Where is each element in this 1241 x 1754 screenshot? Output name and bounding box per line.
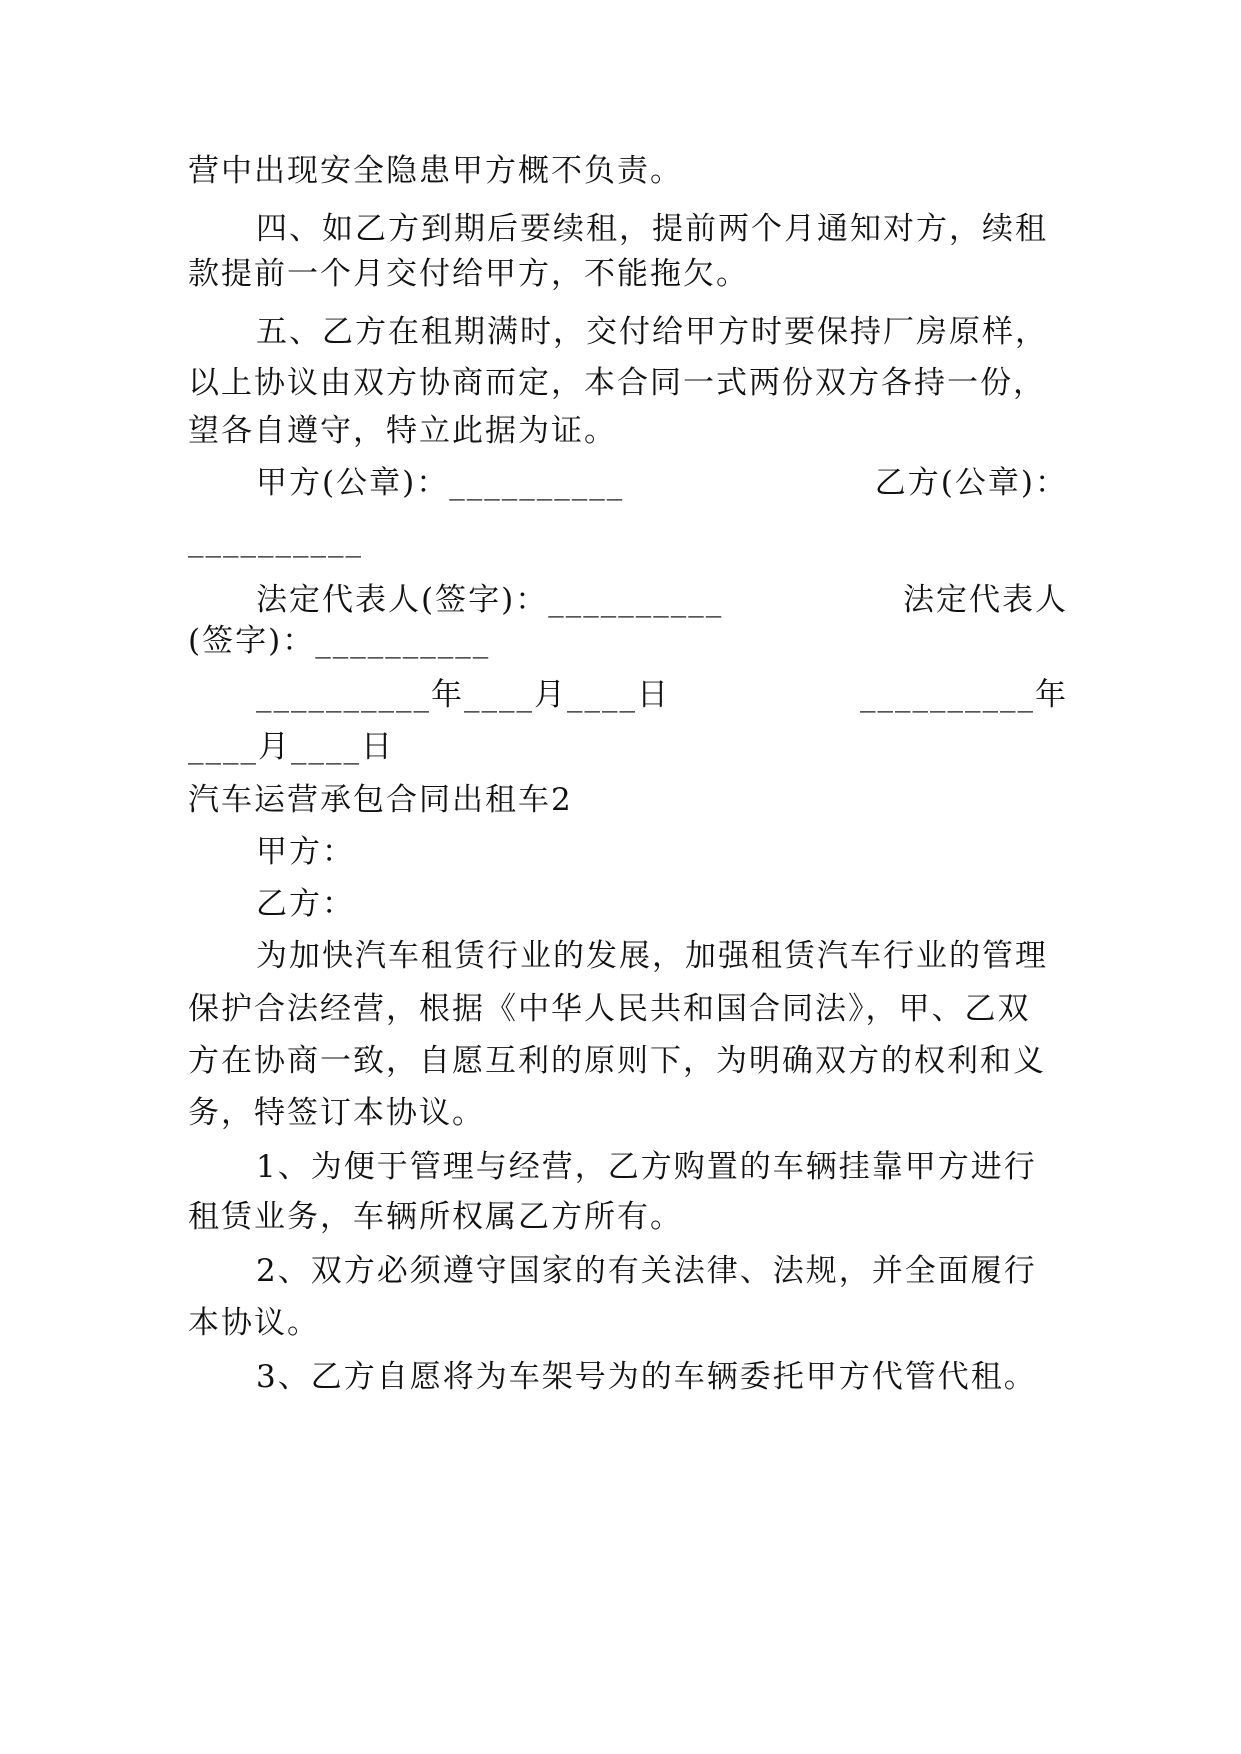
party-b-label: 乙方： [256, 886, 355, 922]
text-line: 租赁业务，车辆所权属乙方所有。 [188, 1199, 683, 1235]
legal-rep-b-blank: (签字)：__________ [188, 623, 491, 659]
text-line: 保护合法经营，根据《中华人民共和国合同法》，甲、乙双 [188, 991, 1031, 1027]
date-party-b-month-day: ____月____日 [188, 729, 394, 765]
text-line: 2、双方必须遵守国家的有关法律、法规，并全面履行 [256, 1253, 1037, 1289]
text-line: 为加快汽车租赁行业的发展，加强租赁汽车行业的管理 [256, 938, 1048, 974]
text-line: 以上协议由双方协商而定，本合同一式两份双方各持一份， [188, 365, 1046, 401]
section-title: 汽车运营承包合同出租车2 [188, 782, 573, 818]
party-a-label: 甲方： [256, 834, 355, 870]
signature-party-a: 甲方(公章)：__________ [256, 465, 625, 501]
text-line: 1、为便于管理与经营，乙方购置的车辆挂靠甲方进行 [256, 1149, 1037, 1185]
legal-rep-b-label: 法定代表人 [903, 582, 1068, 618]
text-line: 营中出现安全隐患甲方概不负责。 [188, 153, 683, 189]
signature-party-b-blank: __________ [188, 522, 363, 558]
text-line: 五、乙方在租期满时，交付给甲方时要保持厂房原样， [256, 314, 1048, 350]
date-party-a: __________年____月____日 [256, 677, 670, 713]
text-line: 方在协商一致，自愿互利的原则下，为明确双方的权利和义 [188, 1043, 1046, 1079]
text-line: 本协议。 [188, 1305, 320, 1341]
signature-party-b-label: 乙方(公章)： [874, 465, 1068, 501]
legal-rep-a: 法定代表人(签字)：__________ [256, 582, 724, 618]
text-line: 款提前一个月交付给甲方，不能拖欠。 [188, 256, 749, 292]
text-line: 3、乙方自愿将为车架号为的车辆委托甲方代管代租。 [256, 1359, 1037, 1395]
text-line: 望各自遵守，特立此据为证。 [188, 413, 617, 449]
date-party-b-year: __________年 [860, 677, 1068, 713]
text-line: 四、如乙方到期后要续租，提前两个月通知对方，续租 [256, 211, 1048, 247]
text-line: 务，特签订本协议。 [188, 1095, 485, 1131]
